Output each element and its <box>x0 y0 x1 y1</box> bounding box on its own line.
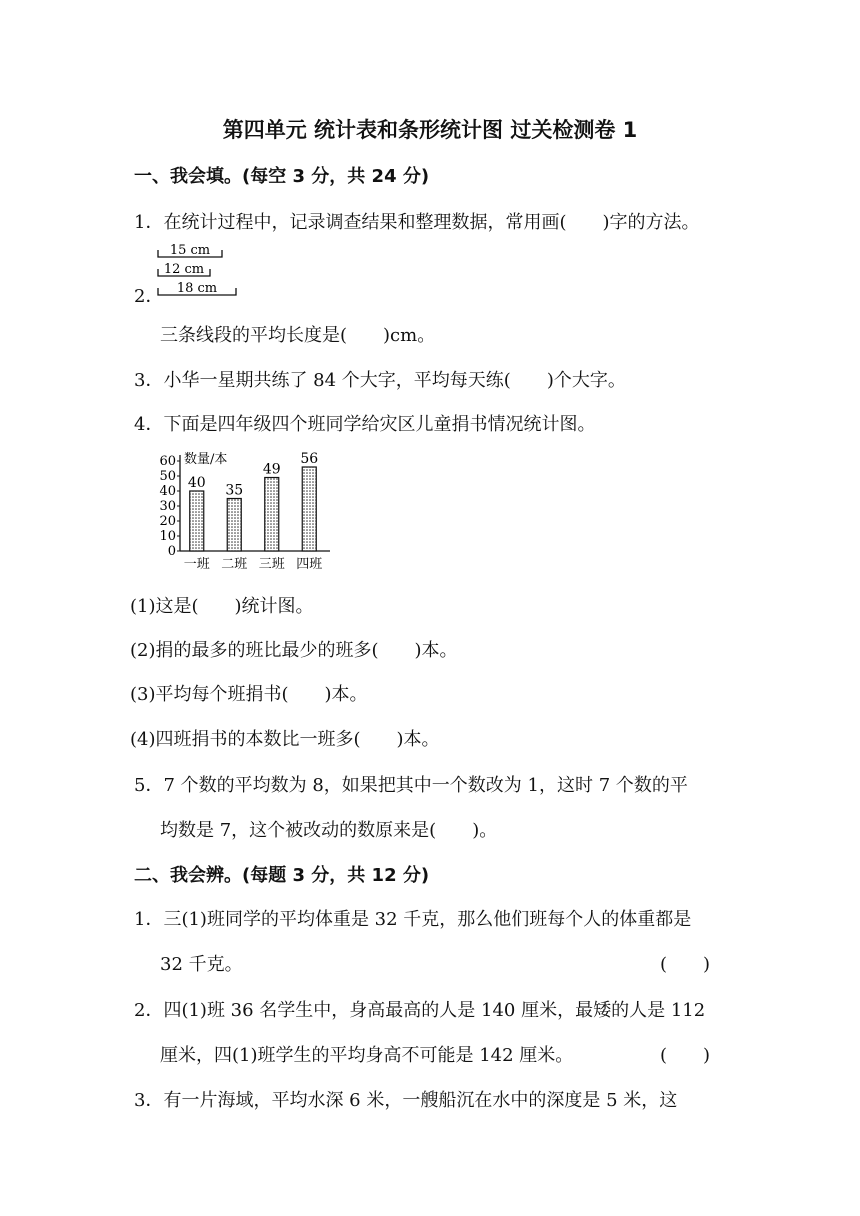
segment-label-18: 18 cm <box>176 281 218 296</box>
s1-q4-sub1: (1)这是( )统计图。 <box>130 596 314 617</box>
s1-question-5 <box>134 771 688 797</box>
y-tick-label-10: 10 <box>159 529 176 544</box>
bar-value-label-三班: 49 <box>262 461 281 478</box>
segment-label-15: 15 cm <box>169 243 211 258</box>
x-tick-label-四班: 四班 <box>296 557 323 572</box>
page-title: 第四单元 统计表和条形统计图 过关检测卷 1 <box>222 118 638 142</box>
y-tick-label-0: 0 <box>167 544 176 559</box>
y-tick-label-50: 50 <box>159 469 176 484</box>
s1-q1-num: 1． <box>134 212 164 233</box>
bar-value-label-四班: 56 <box>300 451 319 467</box>
s1-question-1 <box>134 208 700 234</box>
s1-q3-text: 小华一星期共练了 84 个大字，平均每天练( )个大字。 <box>163 370 626 391</box>
s2-q2-line2: 厘米，四(1)班学生的平均身高不可能是 142 厘米。 <box>160 1045 574 1066</box>
section1-heading: 一、我会填。(每空 3 分，共 24 分) <box>134 166 430 187</box>
s2-q3-num: 3． <box>134 1090 164 1111</box>
bar-三班 <box>265 478 279 552</box>
s1-q4-num: 4． <box>134 414 164 435</box>
y-tick-label-40: 40 <box>159 484 176 499</box>
s1-q1-text: 在统计过程中，记录调查结果和整理数据，常用画( )字的方法。 <box>163 212 700 233</box>
bar-二班 <box>227 499 241 552</box>
s1-q4-sub4: (4)四班捐书的本数比一班多( )本。 <box>130 729 440 750</box>
s1-q5-line1: 7 个数的平均数为 8，如果把其中一个数改为 1，这时 7 个数的平 <box>163 775 688 796</box>
bar-value-label-二班: 35 <box>225 482 244 499</box>
y-tick-label-30: 30 <box>159 499 176 514</box>
section2-heading: 二、我会辨。(每题 3 分，共 12 分) <box>134 865 430 886</box>
s2-question-2 <box>134 996 705 1022</box>
s1-q4-sub2: (2)捐的最多的班比最少的班多( )本。 <box>130 640 458 661</box>
s2-q1-line1: 三(1)班同学的平均体重是 32 千克，那么他们班每个人的体重都是 <box>163 909 692 930</box>
s2-q3-line1: 有一片海域，平均水深 6 米，一艘船沉在水中的深度是 5 米，这 <box>163 1090 678 1111</box>
s2-q2-num: 2． <box>134 1000 164 1021</box>
y-tick-label-60: 60 <box>159 454 176 469</box>
s2-q2-answer-paren: ( ) <box>660 1045 711 1066</box>
s1-question-3 <box>134 366 626 392</box>
segments-figure <box>150 240 250 300</box>
s1-q5-num: 5． <box>134 775 164 796</box>
bar-value-label-一班: 40 <box>187 475 206 491</box>
segment-label-12: 12 cm <box>163 262 205 277</box>
s1-q4-text: 下面是四年级四个班同学给灾区儿童捐书情况统计图。 <box>163 414 596 435</box>
s1-q5-line2: 均数是 7，这个被改动的数原来是( )。 <box>160 820 498 841</box>
s2-q2-line1: 四(1)班 36 名学生中，身高最高的人是 140 厘米，最矮的人是 112 <box>163 1000 706 1021</box>
y-tick-label-20: 20 <box>159 514 176 529</box>
x-tick-label-二班: 二班 <box>221 557 248 572</box>
s2-q1-num: 1． <box>134 909 164 930</box>
x-tick-label-一班: 一班 <box>183 557 210 572</box>
s1-q2-num: 2． <box>134 286 164 307</box>
s1-q3-num: 3． <box>134 370 164 391</box>
bar-一班 <box>190 491 204 551</box>
chart-ylabel: 数量/本 <box>184 452 228 467</box>
s2-question-1 <box>134 905 691 931</box>
s2-question-3 <box>134 1086 677 1112</box>
bar-四班 <box>302 467 316 551</box>
s2-q1-answer-paren: ( ) <box>660 954 711 975</box>
s1-question-4 <box>134 410 595 436</box>
s1-q2-text: 三条线段的平均长度是( )cm。 <box>160 325 436 346</box>
s1-q4-sub3: (3)平均每个班捐书( )本。 <box>130 684 368 705</box>
x-tick-label-三班: 三班 <box>258 557 285 572</box>
s2-q1-line2: 32 千克。 <box>160 954 243 975</box>
bar-chart <box>150 448 340 573</box>
